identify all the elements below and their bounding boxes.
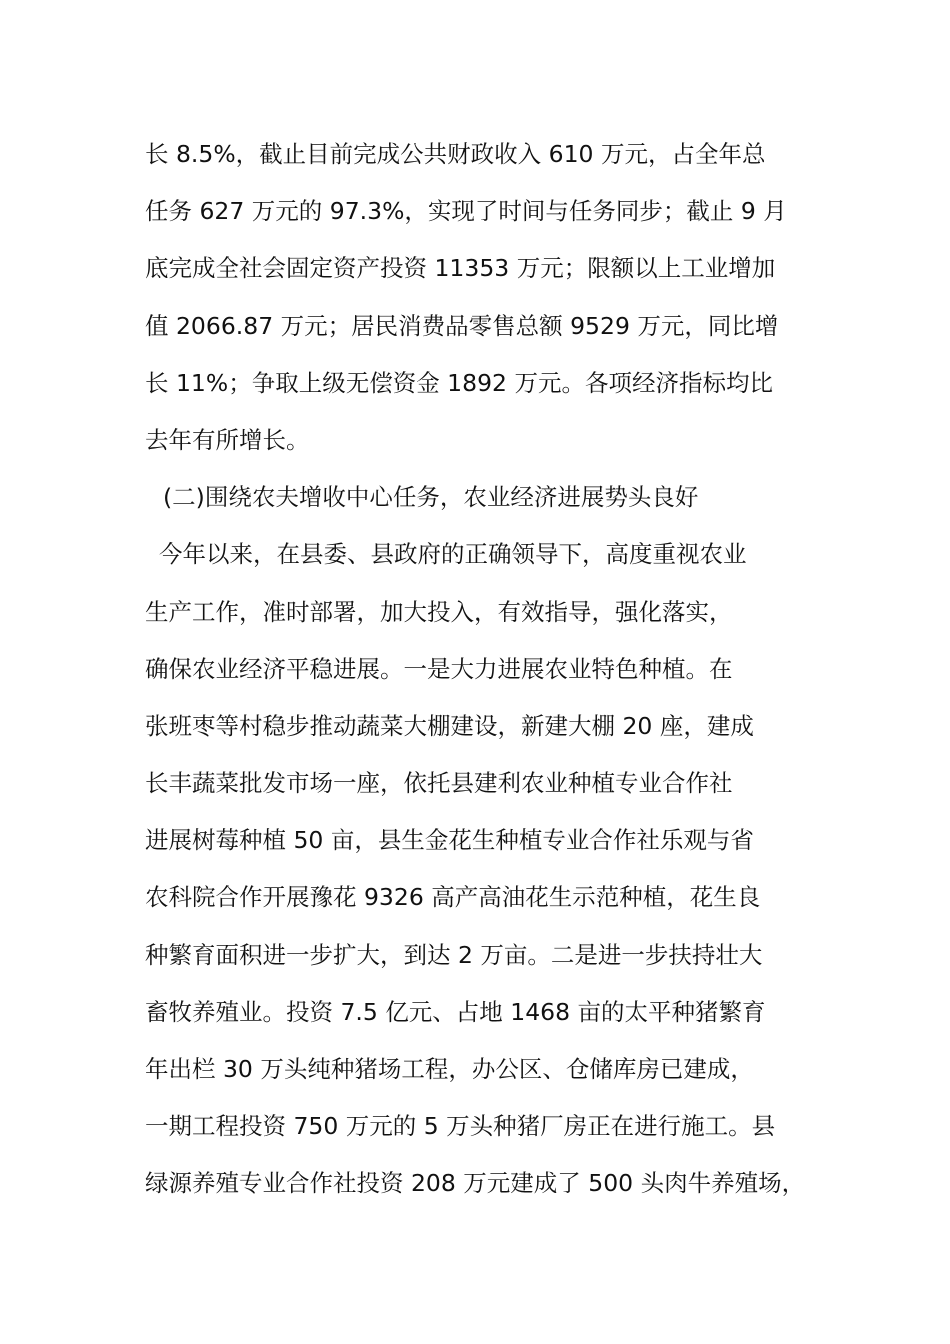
text-line: 畜牧养殖业。投资 7.5 亿元、占地 1468 亩的太平种猪繁育 — [145, 997, 766, 1026]
section-heading: (二)围绕农夫增收中心任务，农业经济进展势头良好 — [163, 483, 699, 512]
text-line: 今年以来，在县委、县政府的正确领导下，高度重视农业 — [159, 540, 747, 569]
text-line: 确保农业经济平稳进展。一是大力进展农业特色种植。在 — [145, 654, 733, 683]
text-line: 去年有所增长。 — [145, 425, 310, 454]
text-line: 长 8.5%，截止目前完成公共财政收入 610 万元，占全年总 — [145, 140, 766, 168]
text-line: 一期工程投资 750 万元的 5 万头种猪厂房正在进行施工。县 — [145, 1112, 776, 1141]
text-line: 进展树莓种植 50 亩，县生金花生种植专业合作社乐观与省 — [145, 826, 754, 855]
text-line: 绿源养殖专业合作社投资 208 万元建成了 500 头肉牛养殖场， — [145, 1169, 806, 1198]
text-line: 年出栏 30 万头纯种猪场工程，办公区、仓储库房已建成， — [145, 1055, 754, 1083]
text-line: 值 2066.87 万元；居民消费品零售总额 9529 万元，同比增 — [145, 311, 779, 340]
text-line: 任务 627 万元的 97.3%，实现了时间与任务同步；截止 9 月 — [145, 197, 787, 226]
text-line: 长丰蔬菜批发市场一座，依托县建利农业种植专业合作社 — [145, 769, 733, 798]
text-line: 农科院合作开展豫花 9326 高产高油花生示范种植，花生良 — [145, 883, 761, 912]
text-line: 长 11%；争取上级无偿资金 1892 万元。各项经济指标均比 — [145, 368, 773, 397]
text-line: 底完成全社会固定资产投资 11353 万元；限额以上工业增加 — [145, 254, 776, 283]
document-body — [145, 126, 835, 1213]
text-line: 种繁育面积进一步扩大，到达 2 万亩。二是进一步扶持壮大 — [145, 940, 763, 969]
text-line: 生产工作，准时部署，加大投入，有效指导，强化落实， — [145, 597, 733, 626]
text-line: 张班枣等村稳步推动蔬菜大棚建设，新建大棚 20 座，建成 — [145, 711, 754, 740]
